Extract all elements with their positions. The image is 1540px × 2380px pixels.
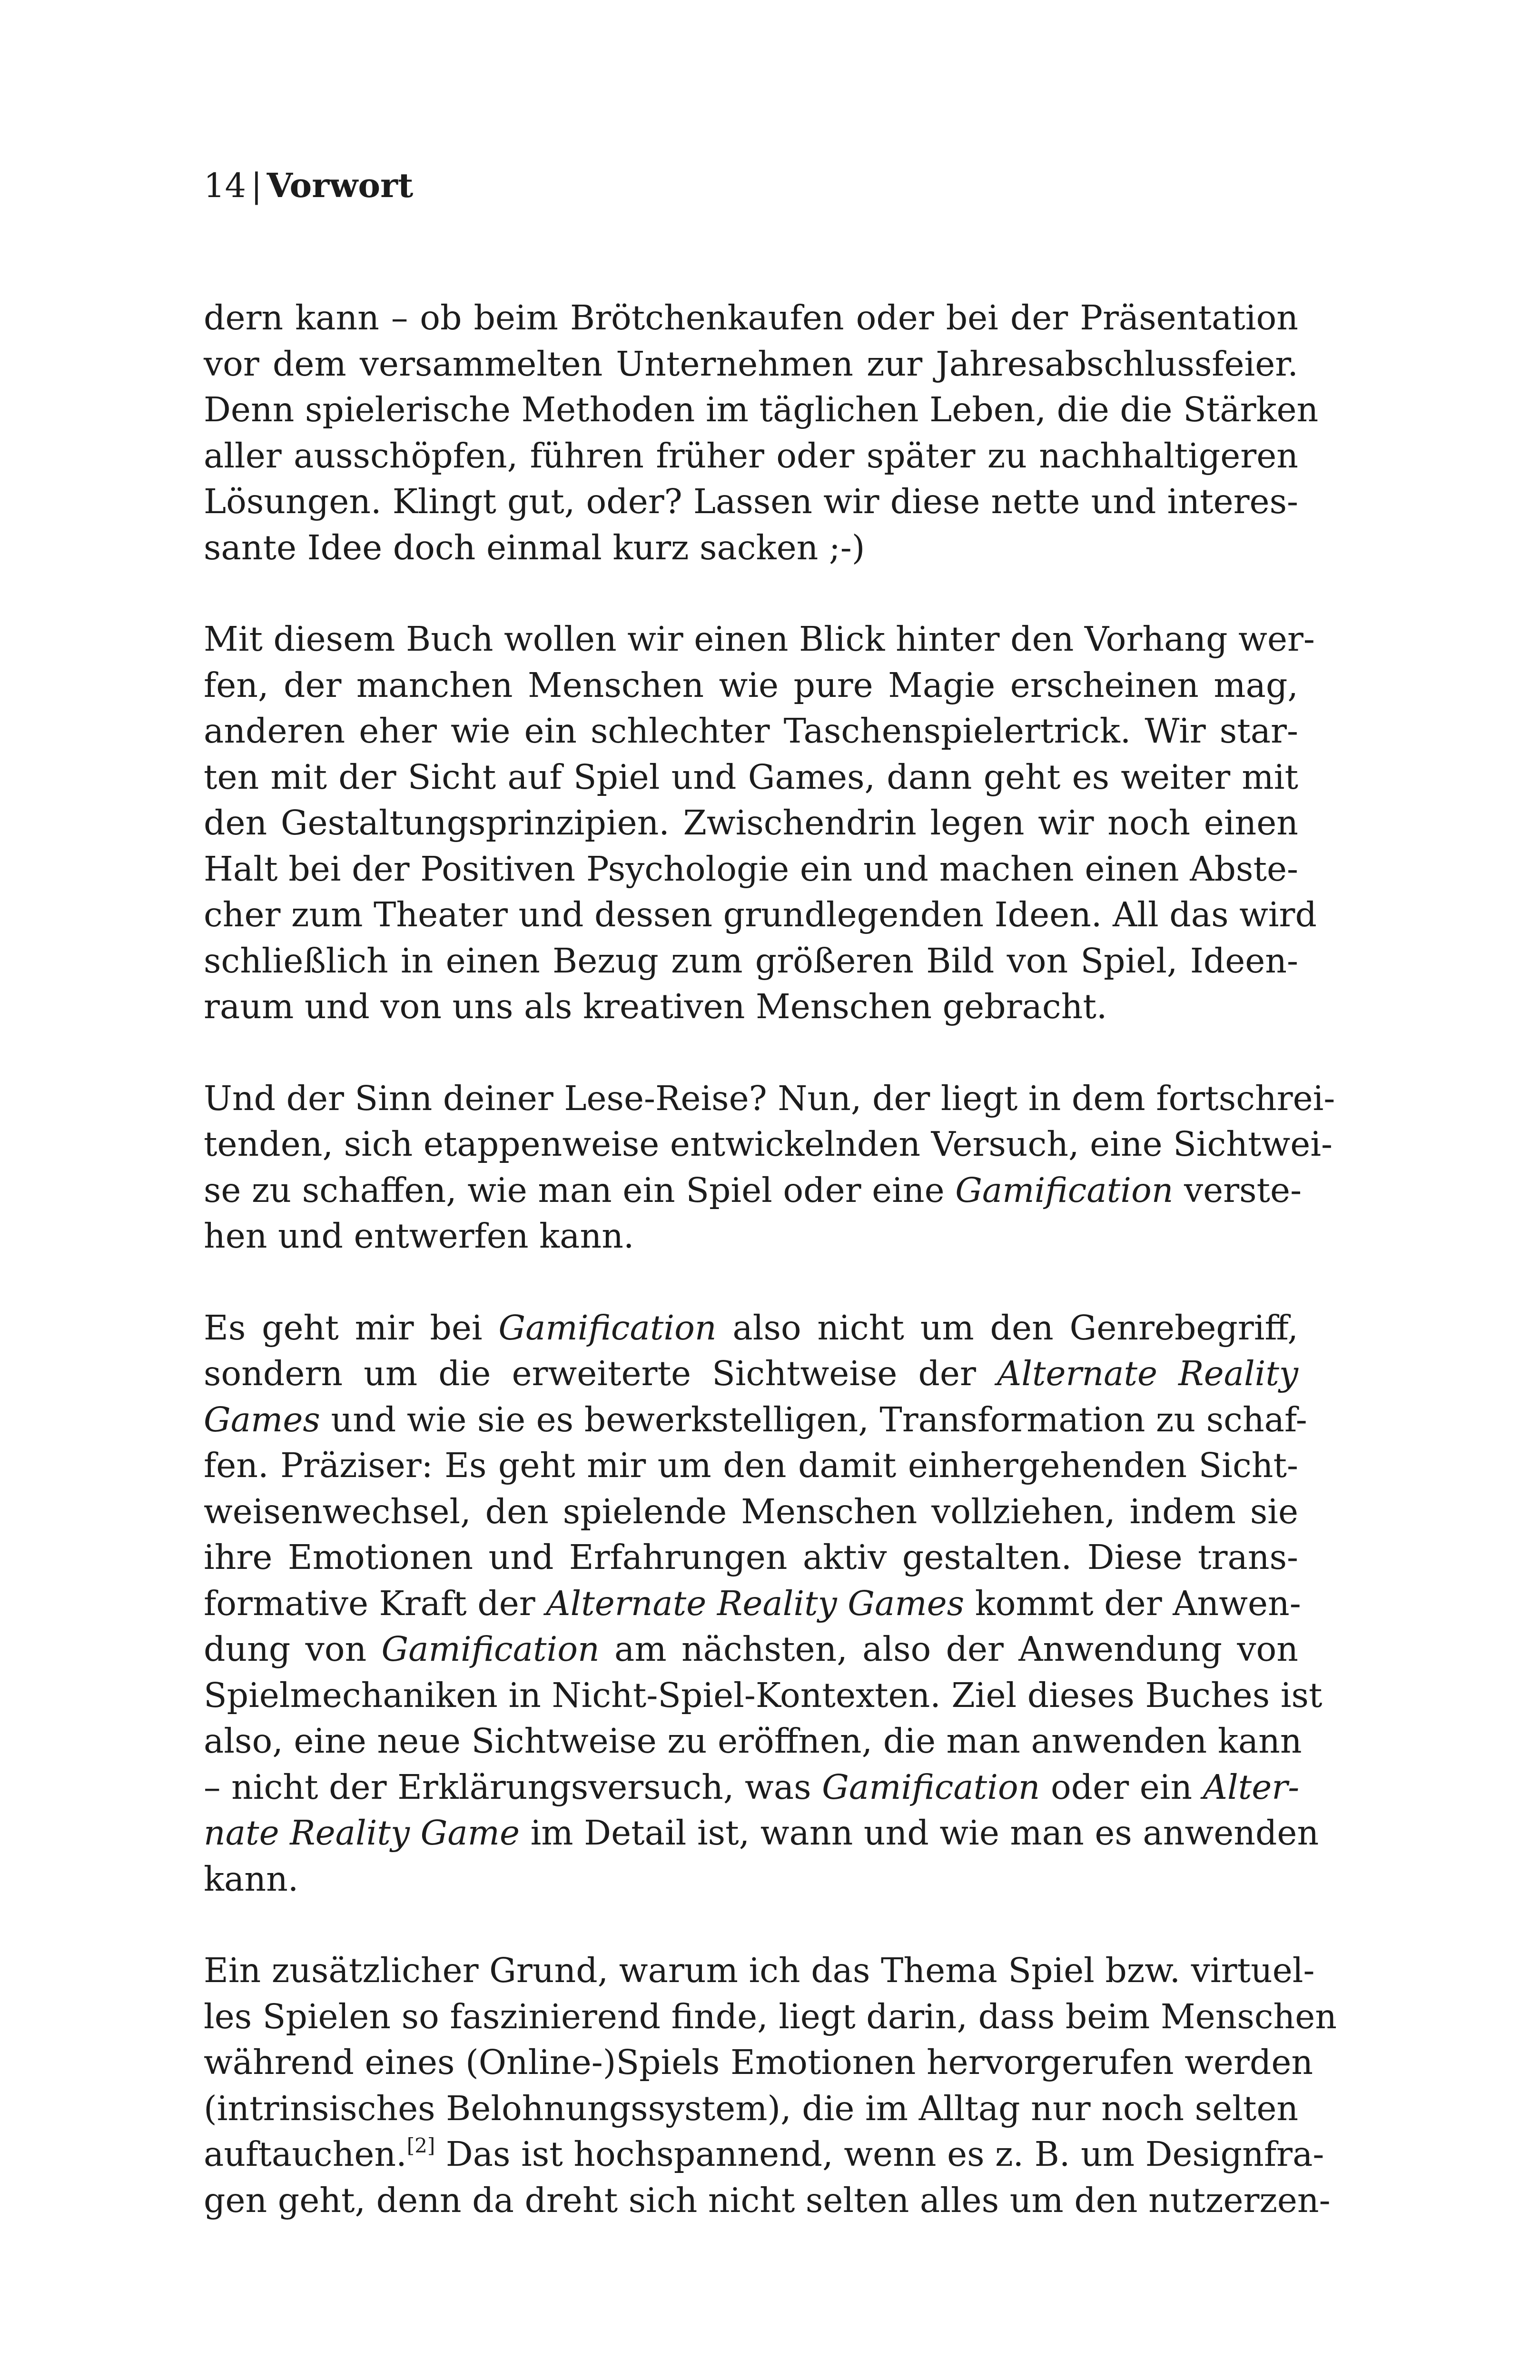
text-line xyxy=(204,1397,1307,1443)
text-line xyxy=(204,2178,1331,2224)
body-text xyxy=(204,295,1337,2223)
text-segment: also, eine neue Sichtweise zu eröffnen, die man anwenden kann xyxy=(204,1721,1302,1761)
text-line xyxy=(204,892,1317,938)
text-segment: Lösungen. Klingt gut, oder? Lassen wir diese nette und interes- xyxy=(204,482,1298,521)
book-page xyxy=(204,162,1337,2269)
text-line xyxy=(204,1076,1335,1122)
text-segment: während eines (Online-)Spiels Emotionen hervorgerufen werden xyxy=(204,2043,1313,2082)
text-segment: kann. xyxy=(204,1859,299,1899)
text-line xyxy=(204,387,1319,433)
text-line xyxy=(204,663,1298,709)
text-line xyxy=(204,1994,1337,2040)
text-segment: auftauchen. xyxy=(204,2134,407,2174)
text-line xyxy=(204,341,1298,387)
text-line xyxy=(204,1673,1323,1719)
emphasized-text: Gamification xyxy=(498,1308,717,1348)
text-segment: also nicht um den Genrebegriff, xyxy=(716,1308,1299,1348)
emphasized-text: Gamification xyxy=(381,1629,600,1669)
page-number: 14 xyxy=(204,166,247,205)
text-segment: Ein zusätzlicher Grund, warum ich das Thema Spiel bzw. virtuel- xyxy=(204,1951,1315,1990)
text-line xyxy=(204,1810,1319,1856)
text-segment: dung von xyxy=(204,1629,382,1669)
text-line xyxy=(204,1443,1298,1489)
text-line xyxy=(204,1581,1301,1627)
text-line xyxy=(204,708,1298,754)
text-line xyxy=(204,2040,1313,2086)
text-segment: cher zum Theater und dessen grundlegenden Ideen. All das wird xyxy=(204,895,1317,934)
text-line xyxy=(204,1305,1298,1351)
text-segment: fen. Präziser: Es geht mir um den damit einhergehenden Sicht- xyxy=(204,1446,1298,1485)
text-line xyxy=(204,295,1298,341)
emphasized-text: Alter- xyxy=(1203,1767,1300,1807)
emphasized-text: Gamification xyxy=(955,1170,1174,1210)
text-line xyxy=(204,1765,1298,1811)
text-line xyxy=(204,479,1298,525)
emphasized-text: Alternate Reality Games xyxy=(546,1583,965,1623)
text-line xyxy=(204,754,1298,801)
text-line xyxy=(204,984,1298,1030)
text-segment: Denn spielerische Methoden im täglichen Leben, die die Stärken xyxy=(204,390,1319,429)
running-head xyxy=(204,162,1298,209)
text-line xyxy=(204,846,1298,892)
text-segment: Das ist hochspannend, wenn es z. B. um Designfra- xyxy=(435,2134,1324,2174)
text-line xyxy=(204,800,1298,846)
text-segment: dern kann – ob beim Brötchenkaufen oder bei der Präsentation xyxy=(204,298,1298,337)
text-segment: und wie sie es bewerkstelligen, Transformation zu schaf- xyxy=(320,1399,1307,1439)
text-line xyxy=(204,1626,1298,1673)
text-segment: am nächsten, also der Anwendung von xyxy=(599,1629,1298,1669)
text-line xyxy=(204,1213,1298,1259)
paragraph xyxy=(204,1076,1335,1259)
paragraph xyxy=(204,616,1317,1030)
text-segment: se zu schaffen, wie man ein Spiel oder eine xyxy=(204,1170,956,1210)
text-segment: raum und von uns als kreativen Menschen gebracht. xyxy=(204,987,1107,1026)
text-segment: vor dem versammelten Unternehmen zur Jahresabschlussfeier. xyxy=(204,344,1298,384)
text-segment: schließlich in einen Bezug zum größeren Bild von Spiel, Ideen- xyxy=(204,941,1298,981)
text-line xyxy=(204,525,1298,571)
text-line xyxy=(204,1168,1302,1214)
text-segment: den Gestaltungsprinzipien. Zwischendrin legen wir noch einen xyxy=(204,803,1298,843)
text-line xyxy=(204,1351,1298,1397)
text-line xyxy=(204,2132,1324,2178)
running-head-separator: | xyxy=(251,166,262,205)
text-line xyxy=(204,1535,1298,1581)
text-segment: ihre Emotionen und Erfahrungen aktiv gestalten. Diese trans- xyxy=(204,1537,1298,1577)
paragraph xyxy=(204,1948,1337,2223)
text-segment: weisenwechsel, den spielende Menschen vollziehen, indem sie xyxy=(204,1491,1298,1531)
text-segment: Mit diesem Buch wollen wir einen Blick hinter den Vorhang wer- xyxy=(204,619,1315,659)
text-segment: sante Idee doch einmal kurz sacken ;-) xyxy=(204,527,865,567)
text-segment: Es geht mir bei xyxy=(204,1308,499,1348)
footnote-reference: [2] xyxy=(406,2134,435,2157)
text-segment: Spielmechaniken in Nicht-Spiel-Kontexten. Ziel dieses Buches ist xyxy=(204,1675,1323,1715)
text-segment: Und der Sinn deiner Lese-Reise? Nun, der liegt in dem fortschrei- xyxy=(204,1078,1335,1118)
text-line xyxy=(204,1718,1302,1765)
section-title: Vorwort xyxy=(267,166,414,205)
text-segment: anderen eher wie ein schlechter Taschenspielertrick. Wir star- xyxy=(204,711,1298,751)
text-segment: aller ausschöpfen, führen früher oder später zu nachhaltigeren xyxy=(204,436,1298,476)
text-line xyxy=(204,1856,1298,1903)
text-segment: formative Kraft der xyxy=(204,1583,546,1623)
text-segment: (intrinsisches Belohnungssystem), die im Alltag nur noch selten xyxy=(204,2088,1299,2128)
text-segment: hen und entwerfen kann. xyxy=(204,1216,634,1256)
text-segment: fen, der manchen Menschen wie pure Magie erscheinen mag, xyxy=(204,665,1298,705)
text-line xyxy=(204,1121,1333,1168)
text-segment: les Spielen so faszinierend finde, liegt darin, dass beim Menschen xyxy=(204,1996,1337,2036)
text-segment: tenden, sich etappenweise entwickelnden Versuch, eine Sichtwei- xyxy=(204,1124,1333,1164)
text-line xyxy=(204,616,1315,663)
text-line xyxy=(204,1489,1298,1535)
emphasized-text: Gamification xyxy=(822,1767,1040,1807)
text-segment: – nicht der Erklärungsversuch, was xyxy=(204,1767,822,1807)
text-line xyxy=(204,938,1298,984)
text-segment: im Detail ist, wann und wie man es anwenden xyxy=(520,1813,1319,1853)
emphasized-text: Games xyxy=(204,1399,320,1439)
text-segment: gen geht, denn da dreht sich nicht selten alles um den nutzerzen- xyxy=(204,2180,1331,2220)
paragraph xyxy=(204,295,1319,571)
text-segment: kommt der Anwen- xyxy=(964,1583,1301,1623)
text-segment: verste- xyxy=(1173,1170,1302,1210)
emphasized-text: nate Reality Game xyxy=(204,1813,520,1853)
text-segment: ten mit der Sicht auf Spiel und Games, dann geht es weiter mit xyxy=(204,757,1298,797)
text-segment: sondern um die erweiterte Sichtweise der xyxy=(204,1354,997,1393)
text-segment: oder ein xyxy=(1040,1767,1203,1807)
text-segment: Halt bei der Positiven Psychologie ein und machen einen Abste- xyxy=(204,849,1298,889)
paragraph xyxy=(204,1305,1323,1903)
text-line xyxy=(204,433,1298,479)
text-line xyxy=(204,2086,1298,2132)
text-line xyxy=(204,1948,1315,1994)
emphasized-text: Alternate Reality xyxy=(997,1354,1299,1393)
